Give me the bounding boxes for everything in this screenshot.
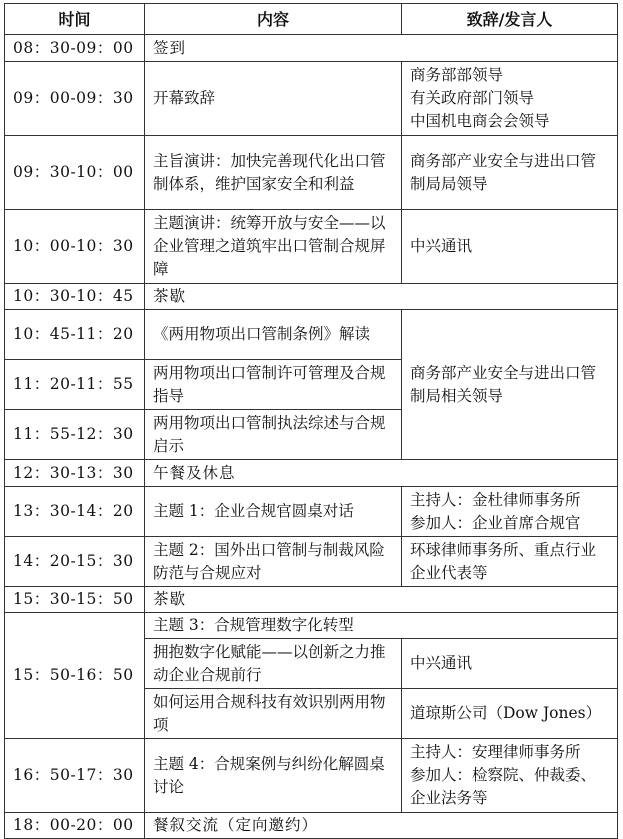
agenda-row-keynote [5, 136, 618, 210]
speaker-line: 参加人：检察院、仲裁委、企业法务等 [410, 766, 597, 807]
row-span-label: 午餐及休息 [145, 460, 618, 487]
row-span-label: 茶歇 [145, 284, 618, 310]
row-speaker [402, 739, 618, 813]
row-speaker: 道琼斯公司（Dow Jones） [402, 689, 618, 739]
row-time: 13：30-14：20 [5, 487, 145, 537]
speaker-line: 主持人：安理律师事务所 [410, 743, 581, 761]
row-content: 两用物项出口管制执法综述与合规启示 [145, 410, 402, 460]
speaker-line: 有关政府部门领导 [410, 89, 535, 107]
row-span-label: 签到 [145, 35, 618, 62]
row-time: 10：30-10：45 [5, 284, 145, 310]
agenda-row-tea-break-2 [5, 587, 618, 613]
speaker-line: 商务部部领导 [410, 66, 504, 84]
row-time: 16：50-17：30 [5, 739, 145, 813]
row-content: 开幕致辞 [145, 62, 402, 136]
row-content: 主题 4：合规案例与纠纷化解圆桌讨论 [145, 739, 402, 813]
header-content: 内容 [145, 4, 402, 35]
row-speaker [402, 62, 618, 136]
row-speaker: 商务部产业安全与进出口管制局相关领导 [402, 310, 618, 460]
agenda-row-theme1 [5, 487, 618, 537]
row-content: 主题 2：国外出口管制与制裁风险防范与合规应对 [145, 537, 402, 587]
row-time: 15：30-15：50 [5, 587, 145, 613]
header-speaker: 致辞/发言人 [402, 4, 618, 35]
agenda-row-lunch [5, 460, 618, 487]
row-content: 如何运用合规科技有效识别两用物项 [145, 689, 402, 739]
row-speaker: 商务部产业安全与进出口管制局局领导 [402, 136, 618, 210]
agenda-row-theme-speech [5, 210, 618, 284]
agenda-table [4, 3, 618, 839]
row-content: 主题 1：企业合规官圆桌对话 [145, 487, 402, 537]
row-time: 11：55-12：30 [5, 410, 145, 460]
row-time: 18：00-20：00 [5, 813, 145, 839]
row-span-label: 茶歇 [145, 587, 618, 613]
row-speaker: 中兴通讯 [402, 210, 618, 284]
row-time: 11：20-11：55 [5, 360, 145, 410]
row-time: 10：00-10：30 [5, 210, 145, 284]
row-time: 10：45-11：20 [5, 310, 145, 360]
speaker-line: 主持人：金杜律师事务所 [410, 490, 581, 509]
row-time: 12：30-13：30 [5, 460, 145, 487]
row-content: 两用物项出口管制许可管理及合规指导 [145, 360, 402, 410]
row-time: 09：30-10：00 [5, 136, 145, 210]
agenda-row-checkin [5, 35, 618, 62]
row-content: 主旨演讲：加快完善现代化出口管制体系，维护国家安全和利益 [145, 136, 402, 210]
agenda-row-regulation [5, 310, 618, 360]
agenda-row-theme3-title [5, 613, 618, 639]
header-time: 时间 [5, 4, 145, 35]
row-speaker: 环球律师事务所、重点行业企业代表等 [402, 537, 618, 587]
row-speaker: 中兴通讯 [402, 639, 618, 689]
row-content: 拥抱数字化赋能——以创新之力推动企业合规前行 [145, 639, 402, 689]
agenda-row-theme4 [5, 739, 618, 813]
row-time: 14：20-15：30 [5, 537, 145, 587]
row-time: 15：50-16：50 [5, 613, 145, 739]
row-speaker [402, 487, 618, 537]
header-row [5, 4, 618, 35]
speaker-line: 中国机电商会会领导 [410, 112, 550, 130]
agenda-row-theme2 [5, 537, 618, 587]
row-content: 主题演讲：统筹开放与安全——以企业管理之道筑牢出口管制合规屏障 [145, 210, 402, 284]
row-content: 《两用物项出口管制条例》解读 [145, 310, 402, 360]
row-time: 08：30-09：00 [5, 35, 145, 62]
row-content: 主题 3：合规管理数字化转型 [145, 613, 618, 639]
speaker-line: 参加人：企业首席合规官 [410, 513, 581, 532]
row-time: 09：00-09：30 [5, 62, 145, 136]
agenda-row-opening [5, 62, 618, 136]
agenda-row-tea-break [5, 284, 618, 310]
row-span-label: 餐叙交流（定向邀约） [145, 813, 618, 839]
